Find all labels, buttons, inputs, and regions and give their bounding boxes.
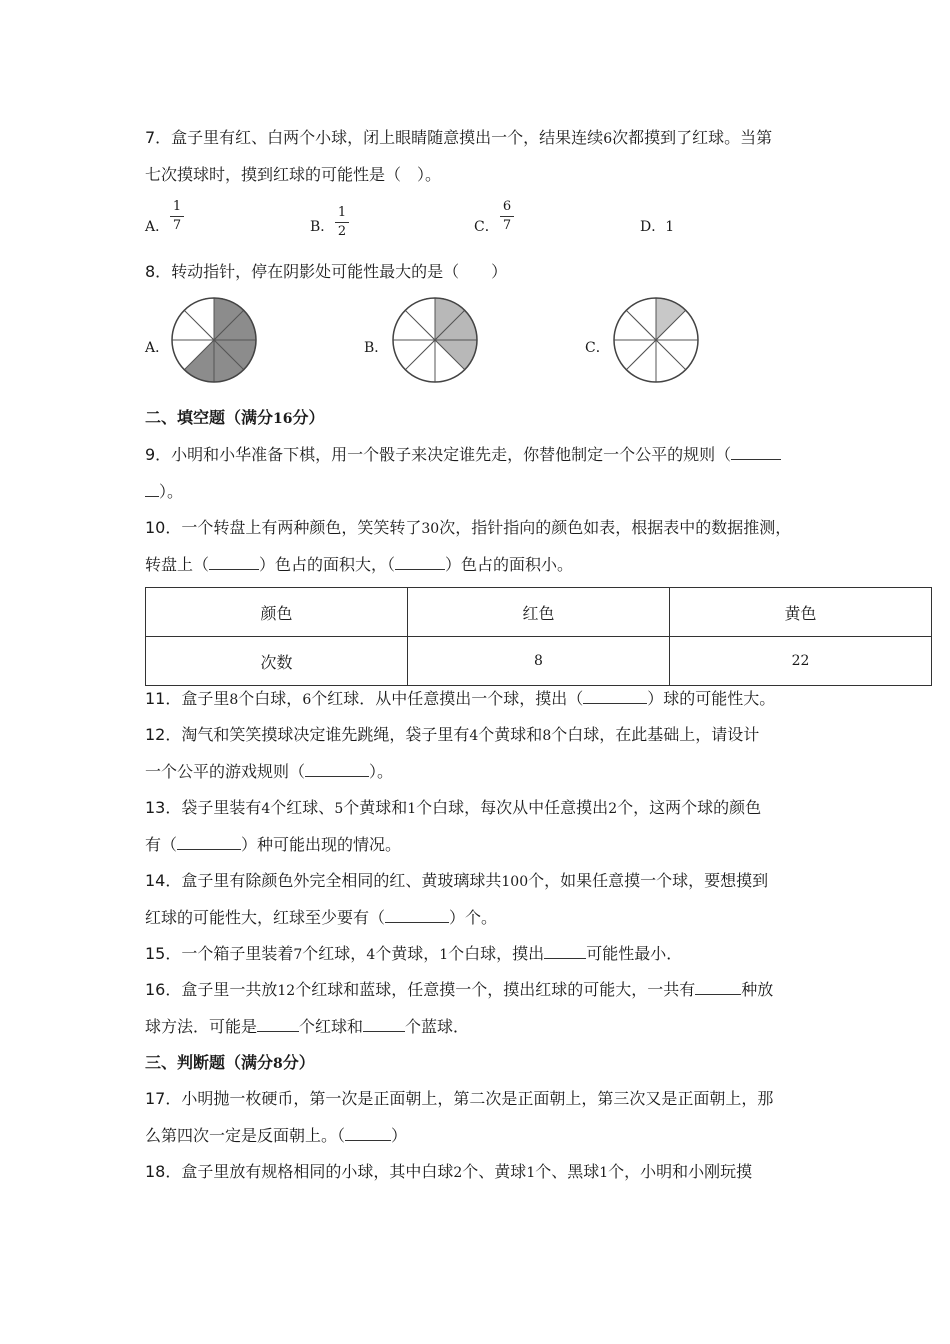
q7-line1: 7．盒子里有红、白两个小球，闭上眼睛随意摸出一个，结果连续6次都摸到了红球。当第 [145, 128, 773, 147]
table-header-cell: 颜色 [146, 588, 408, 637]
q7-option-b-label: B． [310, 219, 335, 235]
q7-option-c-label: C． [474, 219, 499, 235]
q8-option-c-label: C． [585, 340, 610, 356]
q10-blank-small[interactable] [395, 555, 445, 570]
q14-line2: 红球的可能性大，红球至少要有（ ）个。 [145, 908, 498, 927]
q12-line2: 一个公平的游戏规则（ ）。 [145, 762, 394, 781]
q8-question: 8．转动指针，停在阴影处可能性最大的是（ ） [145, 262, 508, 281]
q16-blank-blue[interactable] [363, 1017, 405, 1032]
table-header-cell: 红色 [408, 588, 670, 637]
q10-line2: 转盘上（ ）色占的面积大，（ ）色占的面积小。 [145, 555, 574, 574]
table-header-row [146, 588, 932, 637]
q15-blank[interactable] [544, 944, 586, 959]
table-cell: 次数 [146, 637, 408, 686]
q13-line2: 有（ ）种可能出现的情况。 [145, 835, 402, 854]
q12-line1: 12．淘气和笑笑摸球决定谁先跳绳，袋子里有4个黄球和8个白球，在此基础上，请设计 [145, 725, 760, 744]
q16-line2: 球方法．可能是 个红球和 个蓝球． [145, 1017, 470, 1036]
table-row [146, 637, 932, 686]
q17-blank[interactable] [345, 1126, 391, 1141]
q11: 11．盒子里8个白球，6个红球．从中任意摸出一个球，摸出（ ）球的可能性大。 [145, 689, 776, 708]
q7-option-d: D．1 [640, 219, 675, 235]
q16-blank-red[interactable] [257, 1017, 299, 1032]
q9-answer-blank-cont[interactable] [145, 482, 159, 497]
q9-answer-blank[interactable] [731, 445, 781, 460]
table-header-cell: 黄色 [670, 588, 932, 637]
color-count-table [145, 587, 932, 686]
spinner-a [170, 296, 258, 384]
table-cell: 22 [670, 637, 932, 686]
q17-line1: 17．小明抛一枚硬币，第一次是正面朝上，第二次是正面朝上，第三次又是正面朝上，那 [145, 1089, 774, 1108]
q8-option-a-label: A． [145, 340, 170, 356]
q10-line1: 10．一个转盘上有两种颜色，笑笑转了30次，指针指向的颜色如表，根据表中的数据推测， [145, 518, 792, 537]
q7-option-c-fraction: 6 7 [500, 200, 514, 233]
q16-blank-methods[interactable] [695, 980, 741, 995]
q17-line2: 么第四次一定是反面朝上。（ ） [145, 1126, 408, 1145]
section-fill-blank-title: 二、填空题（满分16分） [145, 408, 325, 427]
q16-line1: 16．盒子里一共放12个红球和蓝球，任意摸一个，摸出红球的可能大，一共有 种放 [145, 980, 774, 999]
q18-line1: 18．盒子里放有规格相同的小球，其中白球2个、黄球1个、黑球1个，小明和小刚玩摸 [145, 1162, 753, 1181]
q9-line1: 9．小明和小华准备下棋，用一个骰子来决定谁先走，你替他制定一个公平的规则（ [145, 445, 781, 465]
q10-blank-large[interactable] [209, 555, 259, 570]
table-cell: 8 [408, 637, 670, 686]
q11-blank[interactable] [583, 689, 647, 704]
q7-line2: 七次摸球时，摸到红球的可能性是（ ）。 [145, 165, 442, 184]
q12-blank[interactable] [305, 762, 369, 777]
q13-blank[interactable] [177, 835, 241, 850]
q7-option-b-fraction: 1 2 [335, 206, 349, 239]
q14-line1: 14．盒子里有除颜色外完全相同的红、黄玻璃球共100个，如果任意摸一个球，要想摸到 [145, 871, 769, 890]
spinner-c [612, 296, 700, 384]
section-judge-title: 三、判断题（满分8分） [145, 1053, 315, 1072]
q15: 15．一个箱子里装着7个红球，4个黄球，1个白球，摸出 可能性最小． [145, 944, 683, 963]
q7-option-a-fraction: 1 7 [170, 200, 184, 233]
q14-blank[interactable] [385, 908, 449, 923]
q13-line1: 13．袋子里装有4个红球、5个黄球和1个白球，每次从中任意摸出2个，这两个球的颜色 [145, 798, 762, 817]
q9-line2: ）。 [145, 482, 183, 502]
q7-option-a-label: A． [145, 219, 170, 235]
spinner-b [391, 296, 479, 384]
q8-option-b-label: B． [364, 340, 389, 356]
